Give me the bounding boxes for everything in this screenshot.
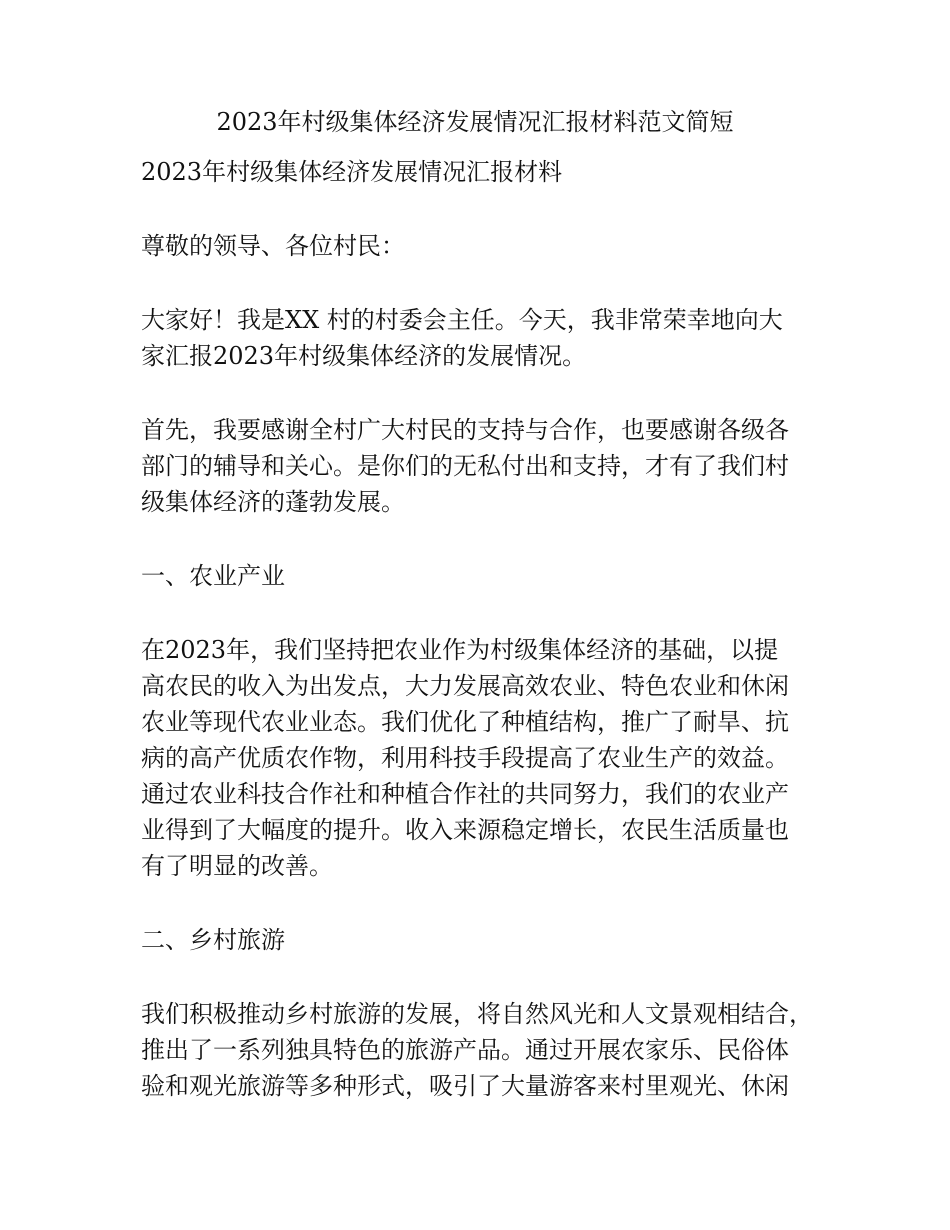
paragraph-line: 验和观光旅游等多种形式，吸引了大量游客来村里观光、休闲 [141, 1072, 789, 1100]
paragraph-line: 在2023年，我们坚持把农业作为村级集体经济的基础，以提 [141, 636, 779, 664]
paragraph-line: 病的高产优质农作物，利用科技手段提高了农业生产的效益。 [141, 744, 789, 772]
paragraph-line: 我们积极推动乡村旅游的发展，将自然风光和人文景观相结合， [141, 1000, 813, 1028]
section-heading-tourism: 二、乡村旅游 [141, 926, 285, 954]
paragraph-line: 家汇报2023年村级集体经济的发展情况。 [141, 342, 587, 370]
section-heading-agriculture: 一、农业产业 [141, 562, 285, 590]
paragraph-line: 级集体经济的蓬勃发展。 [141, 488, 405, 516]
paragraph-line: 首先，我要感谢全村广大村民的支持与合作，也要感谢各级各 [141, 416, 789, 444]
paragraph-line: 高农民的收入为出发点，大力发展高效农业、特色农业和休闲 [141, 672, 789, 700]
paragraph-greeting [141, 302, 831, 374]
paragraph-line: 大家好！我是XX 村的村委会主任。今天，我非常荣幸地向大 [141, 306, 783, 334]
paragraph-agriculture [141, 632, 831, 884]
paragraph-line: 通过农业科技合作社和种植合作社的共同努力，我们的农业产 [141, 780, 789, 808]
paragraph-line: 业得到了大幅度的提升。收入来源稳定增长，农民生活质量也 [141, 816, 789, 844]
paragraph-tourism [141, 996, 831, 1104]
paragraph-thanks [141, 412, 831, 520]
paragraph-line: 农业等现代农业业态。我们优化了种植结构，推广了耐旱、抗 [141, 708, 789, 736]
paragraph-line: 部门的辅导和关心。是你们的无私付出和支持，才有了我们村 [141, 452, 789, 480]
paragraph-line: 推出了一系列独具特色的旅游产品。通过开展农家乐、民俗体 [141, 1036, 789, 1064]
document-body [141, 154, 831, 1104]
salutation: 尊敬的领导、各位村民： [141, 232, 405, 260]
document-title: 2023年村级集体经济发展情况汇报材料范文简短 [216, 108, 734, 136]
subtitle: 2023年村级集体经济发展情况汇报材料 [141, 158, 563, 186]
paragraph-line: 有了明显的改善。 [141, 852, 333, 880]
